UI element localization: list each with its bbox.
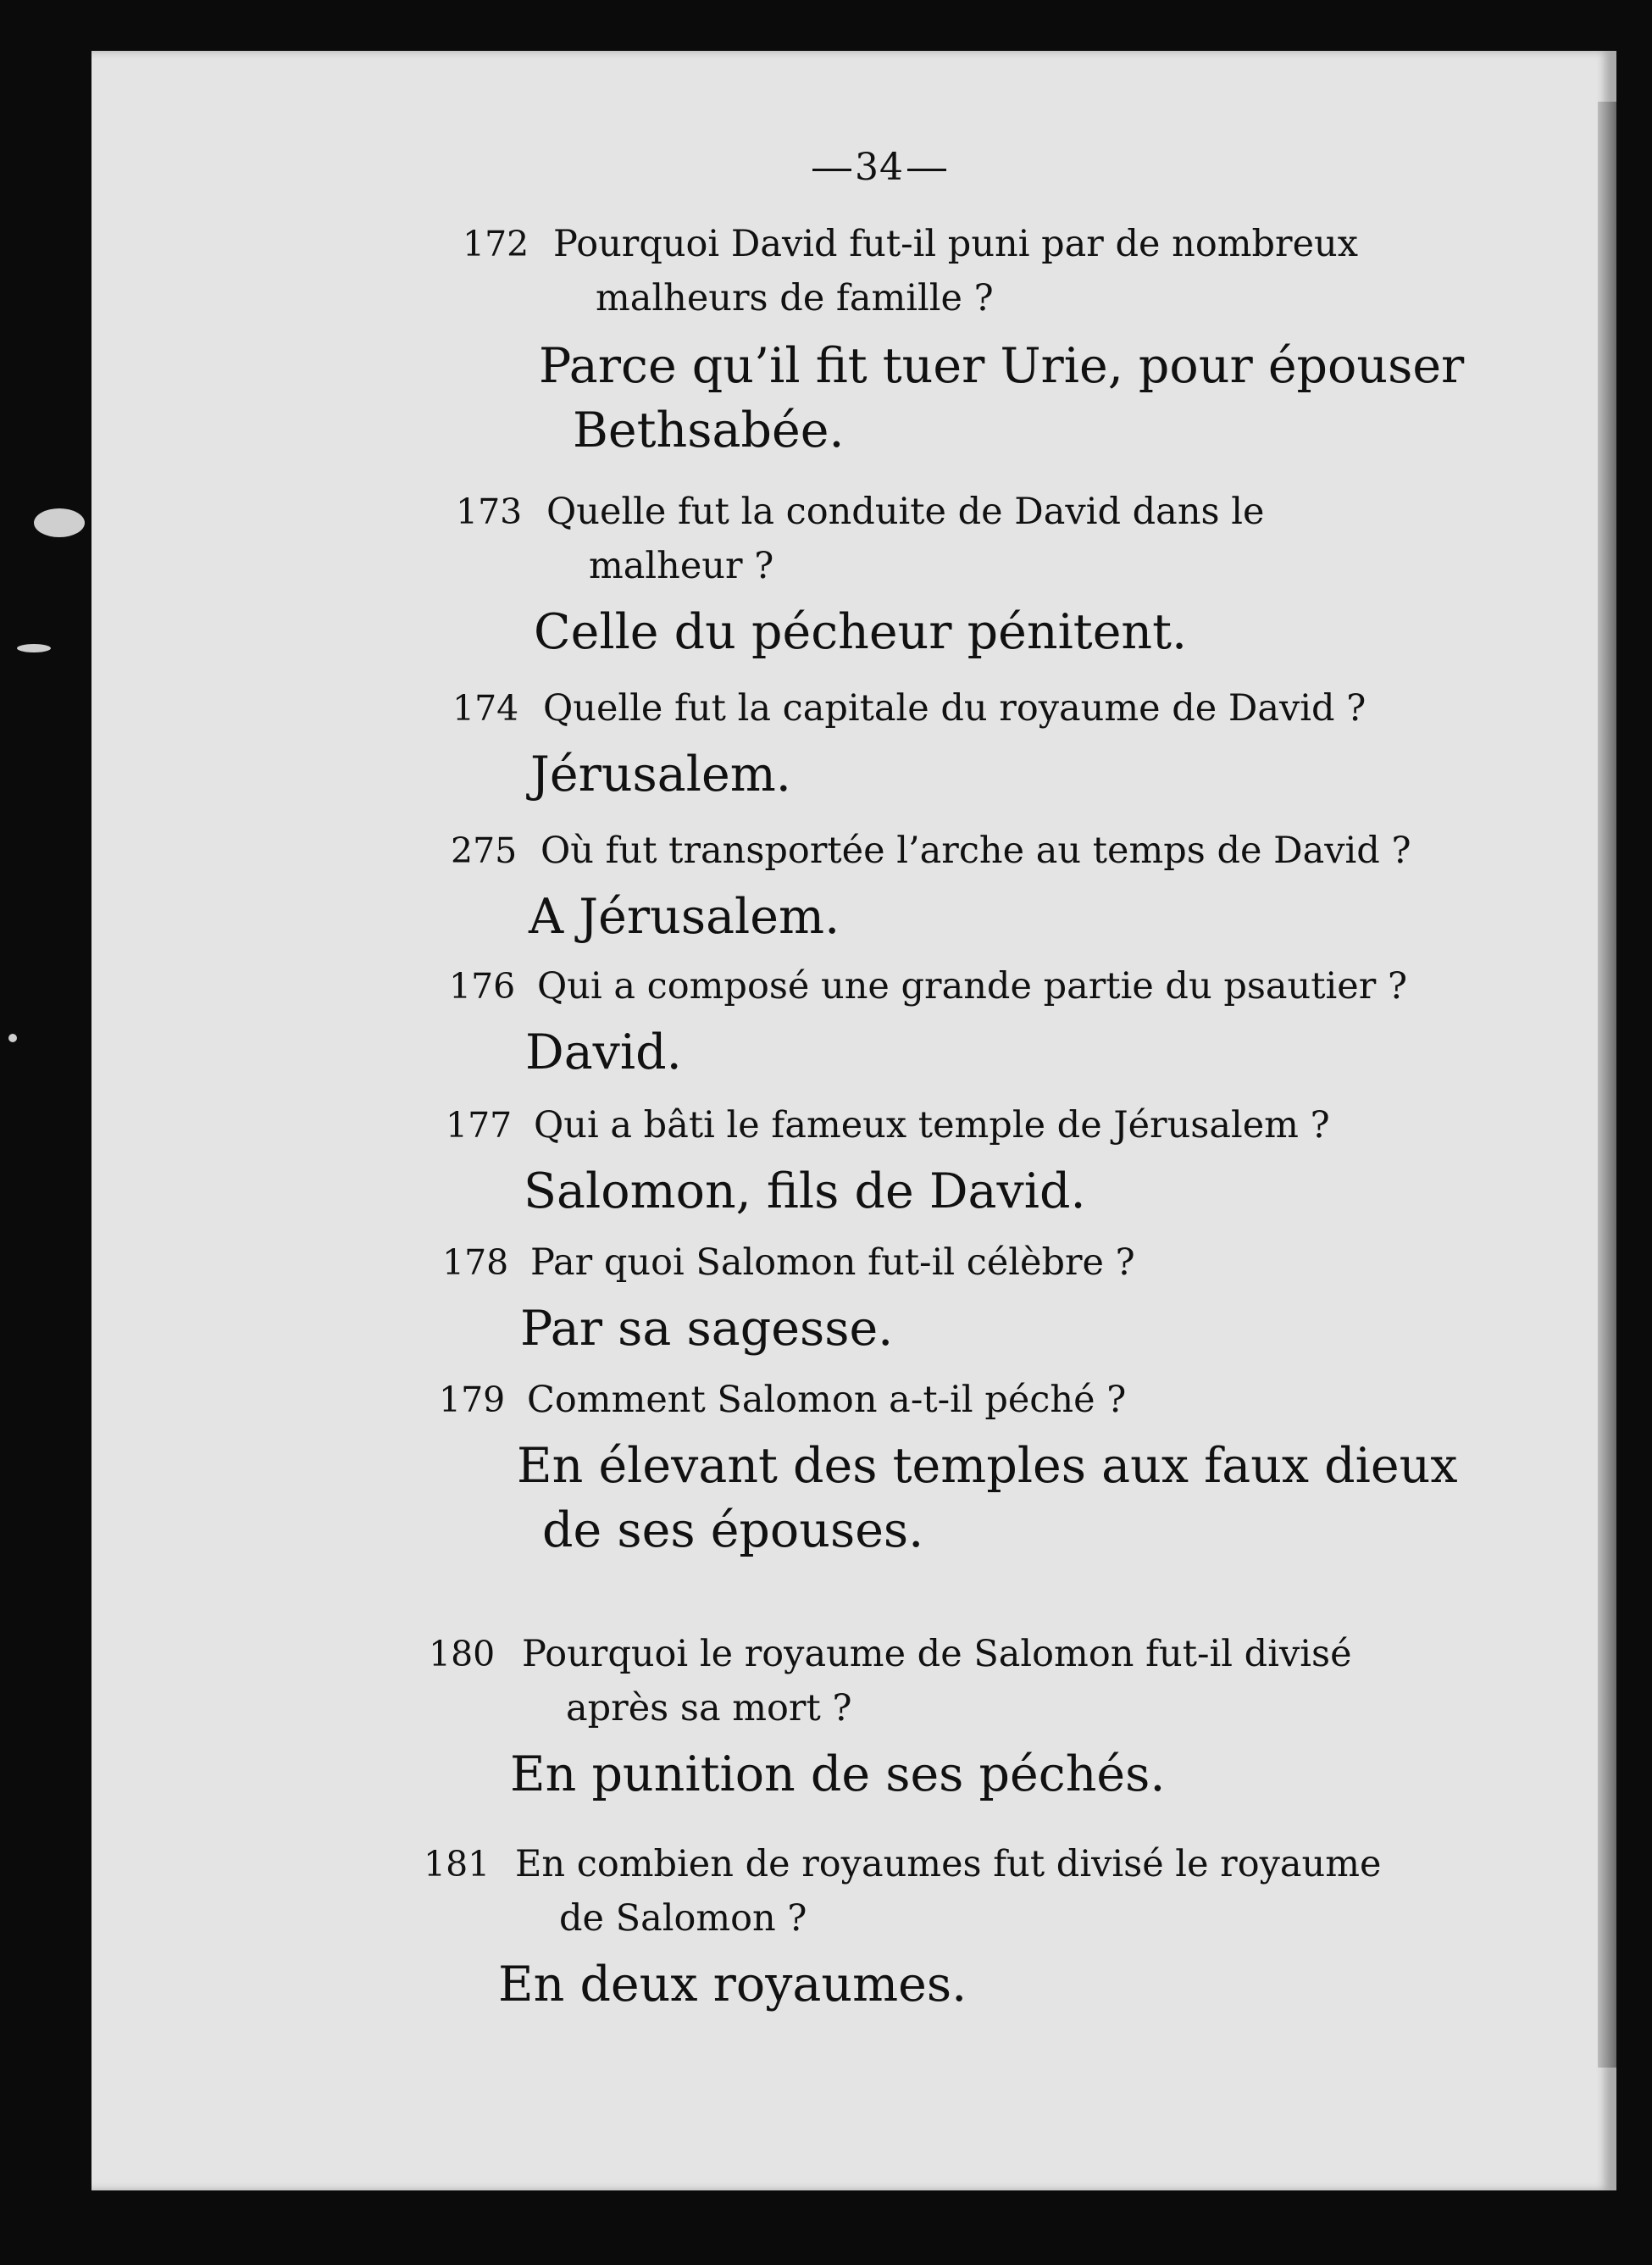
answer-line-2: de ses épouses. — [542, 1502, 924, 1558]
answer-line-2: Bethsabée. — [573, 402, 845, 458]
answer-line-1: Celle du pécheur pénitent. — [534, 604, 1188, 660]
question — [91, 1098, 1616, 1152]
question-number: 275 — [451, 830, 518, 871]
book-page — [91, 51, 1616, 2190]
question-number: 172 — [463, 224, 529, 264]
question-number: 179 — [439, 1380, 506, 1420]
question-line-1: En combien de royaumes fut divisé le royaume — [515, 1843, 1382, 1885]
question-number: 180 — [429, 1634, 496, 1674]
answer-line-1: Par sa sagesse. — [520, 1301, 894, 1357]
question — [91, 959, 1616, 1013]
answer — [91, 1434, 1616, 1563]
qa-entry-181 — [91, 1837, 1616, 2017]
qa-entry-173 — [91, 485, 1616, 664]
page-number-dash-right — [907, 169, 946, 171]
answer-line-1: En punition de ses péchés. — [510, 1746, 1166, 1802]
question — [91, 824, 1616, 878]
question-line-2: malheurs de famille ? — [596, 277, 994, 319]
answer-line-1: Jérusalem. — [530, 747, 791, 802]
answer — [91, 1020, 1616, 1085]
question-number: 176 — [449, 966, 516, 1007]
answer — [91, 1952, 1616, 2017]
question-number: 177 — [446, 1105, 513, 1146]
question — [91, 1837, 1616, 1946]
qa-entry-178 — [91, 1235, 1616, 1361]
question-line-2: malheur ? — [589, 545, 774, 587]
answer — [91, 600, 1616, 664]
question — [91, 681, 1616, 736]
question-line-1: Où fut transportée l’arche au temps de David ? — [541, 830, 1411, 872]
question — [91, 1627, 1616, 1735]
page-number — [91, 146, 1616, 189]
answer-line-1: En deux royaumes. — [498, 1957, 967, 2012]
answer — [91, 742, 1616, 807]
qa-entry-180 — [91, 1627, 1616, 1807]
answer — [91, 885, 1616, 949]
answer-line-1: En élevant des temples aux faux dieux — [517, 1438, 1458, 1494]
question-line-1: Pourquoi David fut-il puni par de nombreux — [553, 223, 1358, 265]
question — [91, 1373, 1616, 1427]
answer — [91, 334, 1616, 463]
answer-line-1: A Jérusalem. — [529, 889, 840, 945]
question-number: 181 — [424, 1844, 491, 1885]
question — [91, 485, 1616, 593]
answer — [91, 1296, 1616, 1361]
qa-entry-177 — [91, 1098, 1616, 1224]
qa-entry-275 — [91, 824, 1616, 949]
question-line-1: Qui a bâti le fameux temple de Jérusalem ? — [534, 1104, 1330, 1146]
qa-entry-172 — [91, 217, 1616, 463]
question-line-1: Quelle fut la conduite de David dans le — [546, 491, 1265, 533]
question-line-1: Par quoi Salomon fut-il célèbre ? — [530, 1241, 1135, 1284]
question-line-1: Comment Salomon a-t-il péché ? — [527, 1379, 1127, 1421]
question-line-1: Quelle fut la capitale du royaume de David ? — [543, 687, 1367, 730]
question-number: 174 — [452, 688, 519, 729]
question — [91, 217, 1616, 325]
question-line-1: Pourquoi le royaume de Salomon fut-il divisé — [522, 1633, 1352, 1675]
question-number: 173 — [456, 491, 523, 532]
answer-line-1: Parce qu’il fit tuer Urie, pour épouser — [539, 338, 1465, 394]
question-line-1: Qui a composé une grande partie du psautier ? — [537, 965, 1408, 1008]
page-number-value: 34 — [855, 146, 904, 189]
qa-entry-176 — [91, 959, 1616, 1085]
qa-entry-174 — [91, 681, 1616, 807]
answer — [91, 1159, 1616, 1224]
answer-line-1: Salomon, fils de David. — [524, 1163, 1086, 1219]
qa-entry-179 — [91, 1373, 1616, 1563]
question-line-2: de Salomon ? — [559, 1897, 807, 1940]
question-number: 178 — [442, 1242, 509, 1283]
page-number-dash-left — [812, 169, 851, 171]
answer-line-1: David. — [525, 1024, 682, 1080]
answer — [91, 1742, 1616, 1807]
question — [91, 1235, 1616, 1290]
question-line-2: après sa mort ? — [566, 1687, 852, 1729]
